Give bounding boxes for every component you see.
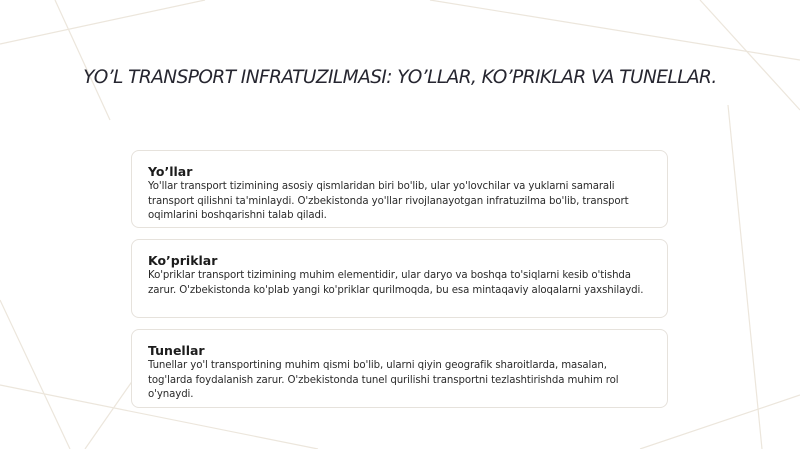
card-title: Ko’priklar bbox=[148, 253, 218, 268]
card-text: Ko'priklar transport tizimining muhim elementidir, ular daryo va boshqa to'siqlarni kesib o'tishda zarur. O'zbekistonda ko'plab yangi ko'priklar qurilmoqda, bu esa mintaqaviy aloqalarni yaxshilaydi. bbox=[148, 270, 644, 296]
decor-line bbox=[0, 0, 205, 44]
card-kopriklar bbox=[131, 239, 668, 318]
decor-line bbox=[700, 0, 800, 110]
decor-line bbox=[55, 0, 110, 120]
card-title: Yo’llar bbox=[148, 164, 193, 179]
card-text: Tunellar yo'l transportining muhim qismi bo'lib, ularni qiyin geografik sharoitlarda, masalan, tog'larda foydalanish zarur. O'zbekistonda tunel qurilishi transportni tezlashtirishda muhim rol o'ynaydi. bbox=[148, 360, 619, 400]
decor-line bbox=[0, 300, 70, 449]
card-tunellar bbox=[131, 329, 668, 408]
decor-line bbox=[430, 0, 800, 60]
card-title: Tunellar bbox=[148, 343, 205, 358]
decor-line bbox=[728, 105, 762, 449]
card-yollar bbox=[131, 150, 668, 228]
card-text: Yo'llar transport tizimining asosiy qismlaridan biri bo'lib, ular yo'lovchilar va yuklarni samarali transport qilishni ta'minlaydi. O'zbekistonda yo'llar rivojlanayotgan infratuzilma bo'lib, transport oqimlarini boshqarishni talab qiladi. bbox=[148, 181, 629, 221]
slide-title: YO’L TRANSPORT INFRATUZILMASI: YO’LLAR, KO’PRIKLAR VA TUNELLAR. bbox=[83, 67, 717, 88]
